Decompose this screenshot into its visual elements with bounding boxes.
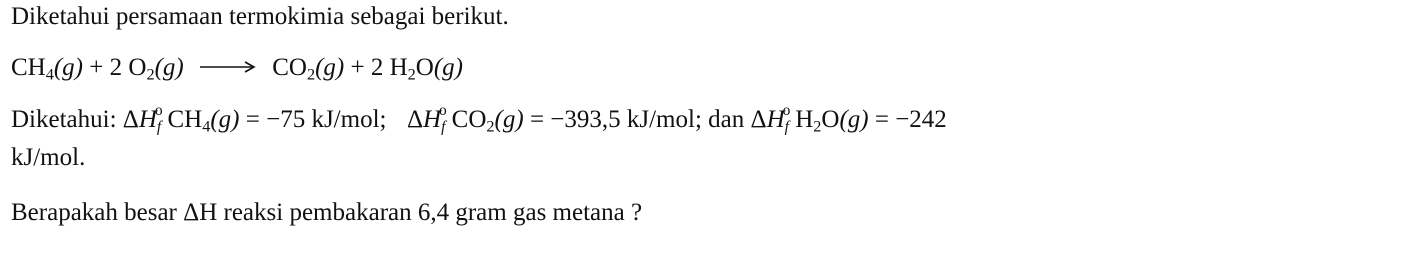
- question-text: Berapakah besar ΔH reaksi pembakaran 6,4 gram gas metana ?: [11, 199, 643, 226]
- reaction-arrow-icon: [200, 61, 256, 73]
- product-co2: $CO_2(g)$: [272, 54, 345, 84]
- given-label: Diketahui:: [11, 106, 117, 133]
- enthalpy-ch4: ΔH o $_f$ $CH_4(g) = -75$ kJ/mol;: [122, 102, 387, 136]
- product-water: $H_2O(g)$: [389, 54, 463, 84]
- coefficient: 2: [109, 54, 123, 81]
- given-values: [11, 102, 947, 136]
- intro-text: Diketahui persamaan termokimia sebagai berikut.: [11, 3, 509, 30]
- plus-sign: +: [350, 54, 365, 81]
- reactant-oxygen: $O_2(g)$: [128, 54, 184, 84]
- coefficient: 2: [370, 54, 384, 81]
- enthalpy-h2o: ΔH o $_f$ $H_2O(g) = -242$: [750, 102, 947, 136]
- unit-continuation: kJ/mol.: [11, 144, 86, 171]
- plus-sign: +: [89, 54, 104, 81]
- thermochemical-equation: [11, 54, 463, 84]
- enthalpy-co2: ΔH o $_f$ $CO_2(g) = -393,5$ kJ/mol; dan: [406, 102, 745, 136]
- reactant-methane: $CH_4(g)$: [11, 54, 84, 84]
